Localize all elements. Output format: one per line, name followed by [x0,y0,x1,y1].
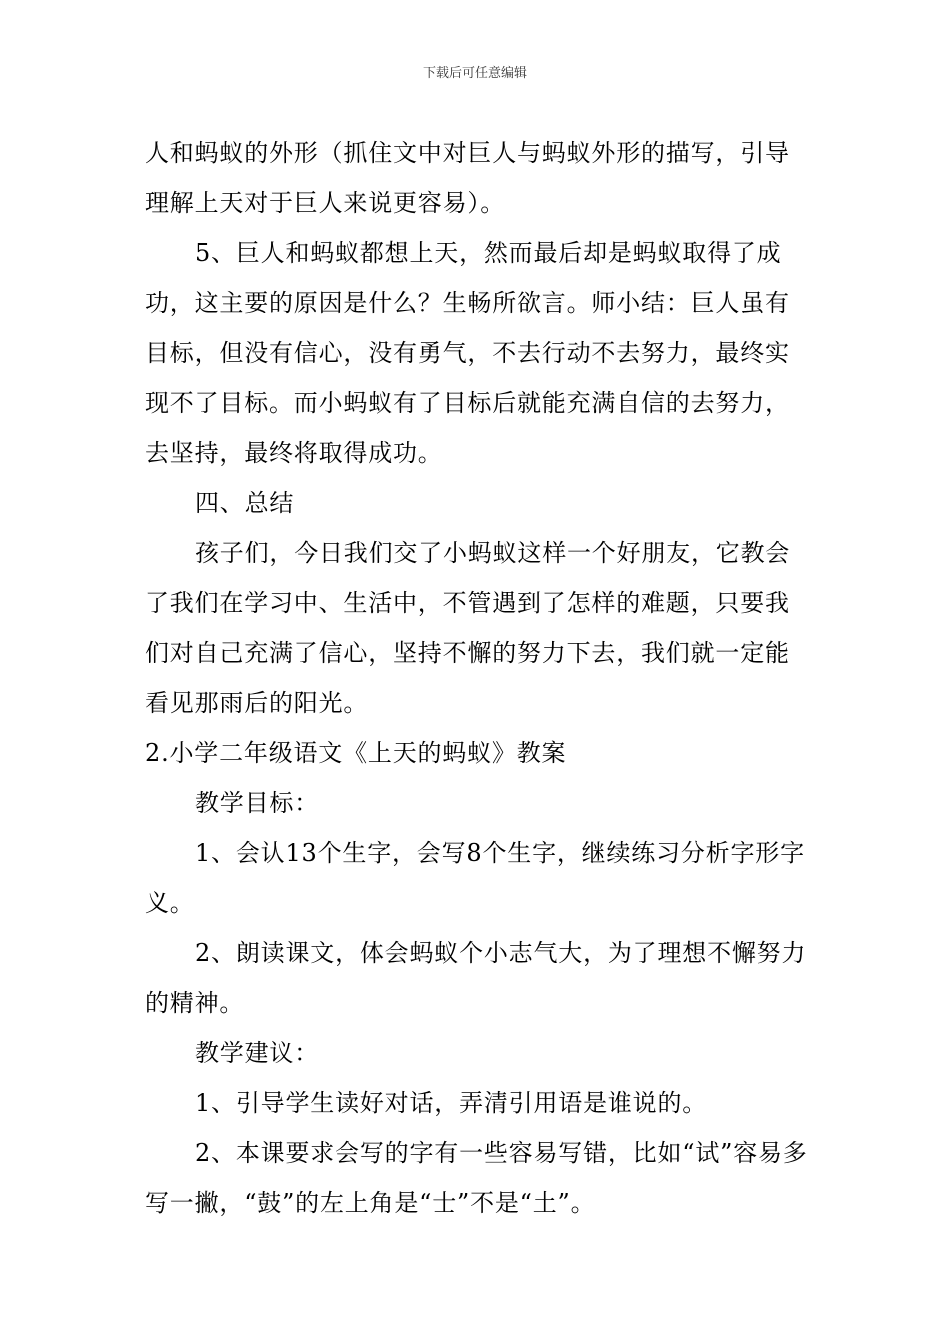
teaching-suggestion-1: 1、引导学生读好对话，弄清引用语是谁说的。 [195,1089,708,1117]
section-heading-summary: 四、总结 [195,489,295,517]
heading-teaching-goals: 教学目标： [195,789,319,817]
teaching-suggestion-2: 2、本课要求会写的字有一些容易写错，比如“试”容易多写一撇，“鼓”的左上角是“士”不是“土”。 [145,1139,808,1217]
document-body [145,128,810,1228]
lesson-plan-title: 2.小学二年级语文《上天的蚂蚁》教案 [145,739,567,767]
teaching-goal-2: 2、朗读课文，体会蚂蚁个小志气大，为了理想不懈努力的精神。 [145,939,807,1017]
paragraph-summary: 孩子们，今日我们交了小蚂蚁这样一个好朋友，它教会了我们在学习中、生活中，不管遇到了怎样的难题，只要我们对自己充满了信心，坚持不懈的努力下去，我们就一定能看见那雨后的阳光。 [145,539,791,717]
paragraph-point-5: 5、巨人和蚂蚁都想上天，然而最后却是蚂蚁取得了成功，这主要的原因是什么？生畅所欲言。师小结：巨人虽有目标，但没有信心，没有勇气，不去行动不去努力，最终实现不了目标。而小蚂蚁有了目标后就能充满自信的去努力，去坚持，最终将取得成功。 [145,239,790,467]
page-header: 下载后可任意编辑 [422,66,527,81]
heading-teaching-suggestions: 教学建议： [195,1039,319,1067]
teaching-goal-1: 1、会认13个生字，会写8个生字，继续练习分析字形字义。 [145,839,805,917]
paragraph-giant-ant-shape: 人和蚂蚁的外形（抓住文中对巨人与蚂蚁外形的描写，引导理解上天对于巨人来说更容易）。 [145,139,790,217]
